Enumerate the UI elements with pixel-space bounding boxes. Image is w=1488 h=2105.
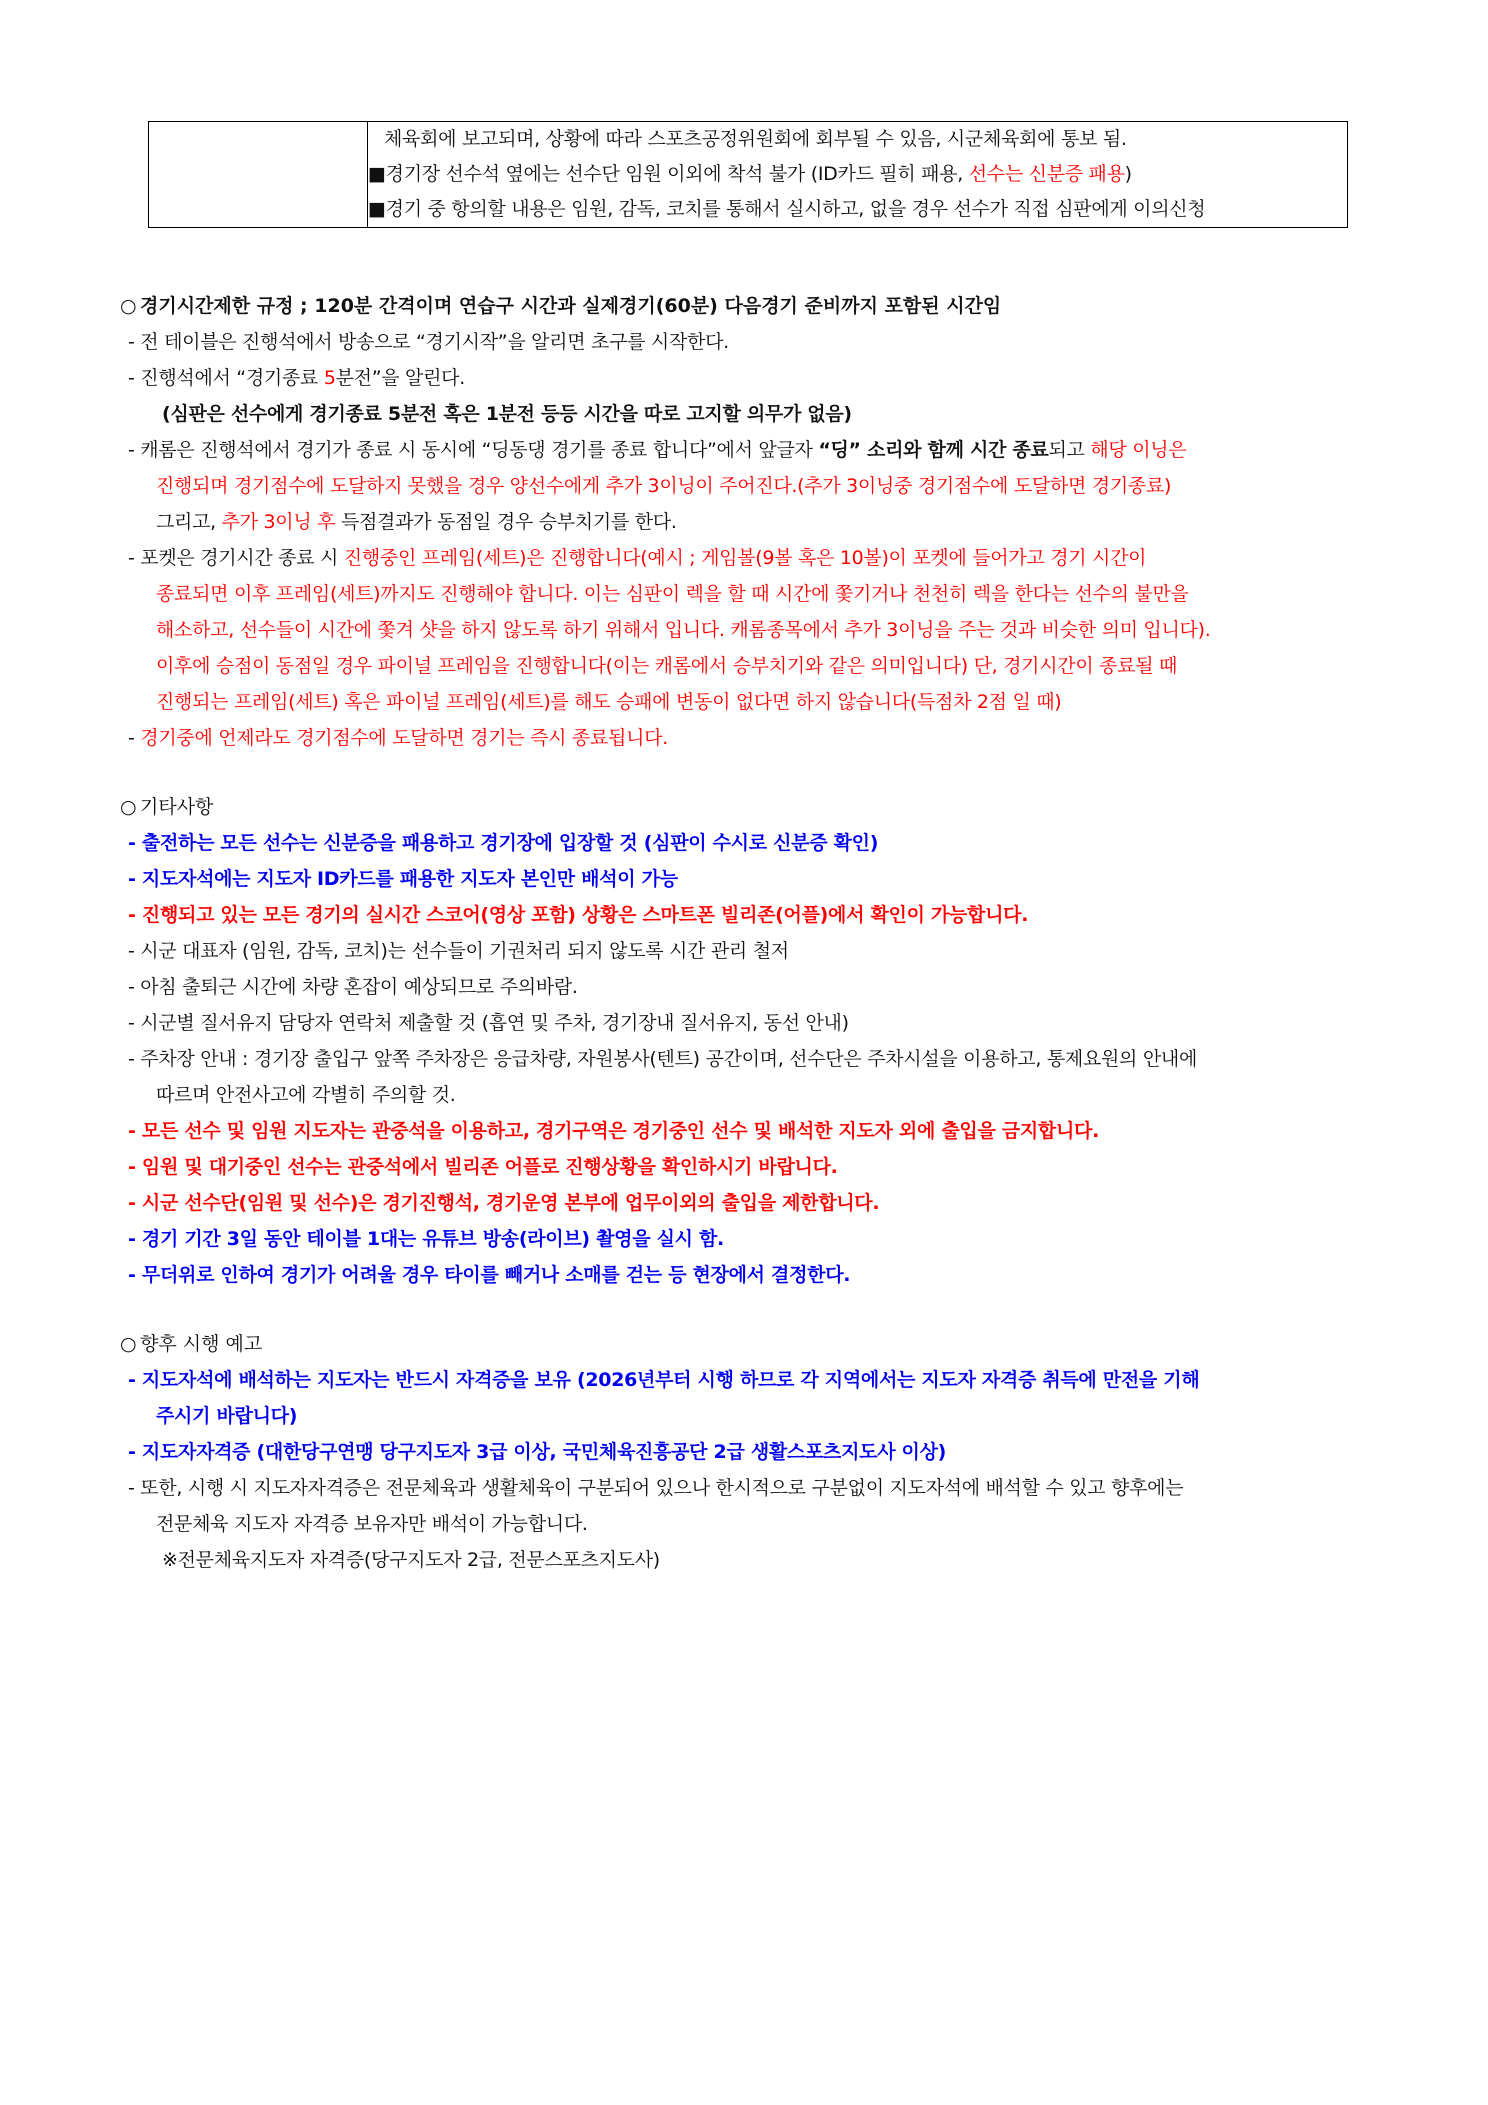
list-item: - 무더위로 인하여 경기가 어려울 경우 타이를 빼거나 소매를 걷는 등 현장에서 결정한다.: [128, 1264, 851, 1286]
section-other-notes: [120, 789, 1380, 1293]
list-item: - 시군별 질서유지 담당자 연락처 제출할 것 (흡연 및 주차, 경기장내 질서유지, 동선 안내): [128, 1012, 849, 1034]
list-item: - 포켓은 경기시간 종료 시 진행중인 프레임(세트)은 진행합니다(예시 ; 게임볼(9볼 혹은 10볼)이 포켓에 들어가고 경기 시간이: [128, 547, 1147, 569]
list-item: - 또한, 시행 시 지도자자격증은 전문체육과 생활체육이 구분되어 있으나 한시적으로 구분없이 지도자석에 배석할 수 있고 향후에는: [128, 1477, 1184, 1499]
list-item: - 출전하는 모든 선수는 신분증을 패용하고 경기장에 입장할 것 (심판이 수시로 신분증 확인): [128, 832, 879, 854]
section-heading: ○ 기타사항: [120, 789, 1380, 825]
section-future-notice: [120, 1326, 1380, 1578]
section-time-limit: [120, 288, 1380, 756]
list-item: ※전문체육지도자 자격증(당구지도자 2급, 전문스포츠지도사): [162, 1549, 660, 1571]
list-item: - 시군 선수단(임원 및 선수)은 경기진행석, 경기운영 본부에 업무이외의 출입을 제한합니다.: [128, 1192, 880, 1214]
list-item: (심판은 선수에게 경기종료 5분전 혹은 1분전 등등 시간을 따로 고지할 의무가 없음): [162, 403, 852, 425]
table-row-3: ■경기 중 항의할 내용은 임원, 감독, 코치를 통해서 실시하고, 없을 경우 선수가 직접 심판에게 이의신청: [368, 198, 1206, 220]
list-item: 전문체육 지도자 자격증 보유자만 배석이 가능합니다.: [156, 1513, 588, 1535]
list-item: - 전 테이블은 진행석에서 방송으로 “경기시작”을 알리면 초구를 시작한다.: [128, 331, 729, 353]
list-item: - 지도자석에 배석하는 지도자는 반드시 자격증을 보유 (2026년부터 시행 하므로 각 지역에서는 지도자 자격증 취득에 만전을 기해: [128, 1369, 1200, 1391]
table-text-cell: [368, 122, 1348, 228]
circle-bullet-icon: ○: [120, 1333, 137, 1355]
list-item: 그리고, 추가 3이닝 후 득점결과가 동점일 경우 승부치기를 한다.: [156, 511, 677, 533]
list-item: - 임원 및 대기중인 선수는 관중석에서 빌리존 어플로 진행상황을 확인하시기 바랍니다.: [128, 1156, 838, 1178]
list-item: - 경기중에 언제라도 경기점수에 도달하면 경기는 즉시 종료됩니다.: [128, 727, 668, 749]
list-item: - 아침 출퇴근 시간에 차량 혼잡이 예상되므로 주의바람.: [128, 976, 578, 998]
list-item: - 시군 대표자 (임원, 감독, 코치)는 선수들이 기권처리 되지 않도록 시간 관리 철저: [128, 940, 789, 962]
list-item: - 지도자석에는 지도자 ID카드를 패용한 지도자 본인만 배석이 가능: [128, 868, 678, 890]
list-item: 따르며 안전사고에 각별히 주의할 것.: [156, 1084, 456, 1106]
table-row-2: ■경기장 선수석 옆에는 선수단 임원 이외에 착석 불가 (ID카드 필히 패용, 선수는 신분증 패용): [368, 163, 1132, 185]
list-item: - 진행석에서 “경기종료 5분전”을 알린다.: [128, 367, 465, 389]
section-heading: ○ 향후 시행 예고: [120, 1326, 1380, 1362]
list-item: 이후에 승점이 동점일 경우 파이널 프레임을 진행합니다(이는 캐롬에서 승부치기와 같은 의미입니다) 단, 경기시간이 종료될 때: [156, 655, 1178, 677]
table-label-cell: [149, 122, 368, 228]
list-item: - 진행되고 있는 모든 경기의 실시간 스코어(영상 포함) 상황은 스마트폰 빌리존(어플)에서 확인이 가능합니다.: [128, 904, 1029, 926]
list-item: 진행되는 프레임(세트) 혹은 파이널 프레임(세트)를 해도 승패에 변동이 없다면 하지 않습니다(득점차 2점 일 때): [156, 691, 1062, 713]
rules-table: [148, 121, 1348, 228]
list-item: - 모든 선수 및 임원 지도자는 관중석을 이용하고, 경기구역은 경기중인 선수 및 배석한 지도자 외에 출입을 금지합니다.: [128, 1120, 1099, 1142]
circle-bullet-icon: ○: [120, 295, 137, 317]
list-item: 주시기 바랍니다): [156, 1405, 298, 1427]
list-item: - 주차장 안내 : 경기장 출입구 앞쪽 주차장은 응급차량, 자원봉사(텐트) 공간이며, 선수단은 주차시설을 이용하고, 통제요원의 안내에: [128, 1048, 1198, 1070]
list-item: 종료되면 이후 프레임(세트)까지도 진행해야 합니다. 이는 심판이 렉을 할 때 시간에 쫓기거나 천천히 렉을 한다는 선수의 불만을: [156, 583, 1189, 605]
list-item: 해소하고, 선수들이 시간에 쫓겨 샷을 하지 않도록 하기 위해서 입니다. 캐롬종목에서 추가 3이닝을 주는 것과 비슷한 의미 입니다).: [156, 619, 1211, 641]
list-item: - 지도자자격증 (대한당구연맹 당구지도자 3급 이상, 국민체육진흥공단 2급 생활스포츠지도사 이상): [128, 1441, 947, 1463]
list-item: 진행되며 경기점수에 도달하지 못했을 경우 양선수에게 추가 3이닝이 주어진다.(추가 3이닝중 경기점수에 도달하면 경기종료): [156, 475, 1172, 497]
list-item: - 캐롬은 진행석에서 경기가 종료 시 동시에 “딩동댕 경기를 종료 합니다”에서 앞글자 “딩” 소리와 함께 시간 종료되고 해당 이닝은: [128, 439, 1187, 461]
circle-bullet-icon: ○: [120, 796, 137, 818]
section-heading: ○ 경기시간제한 규정 ; 120분 간격이며 연습구 시간과 실제경기(60분) 다음경기 준비까지 포함된 시간임: [120, 288, 1380, 324]
table-row-1: 체육회에 보고되며, 상황에 따라 스포츠공정위원회에 회부될 수 있음, 시군체육회에 통보 됨.: [384, 128, 1127, 150]
list-item: - 경기 기간 3일 동안 테이블 1대는 유튜브 방송(라이브) 촬영을 실시 함.: [128, 1228, 724, 1250]
